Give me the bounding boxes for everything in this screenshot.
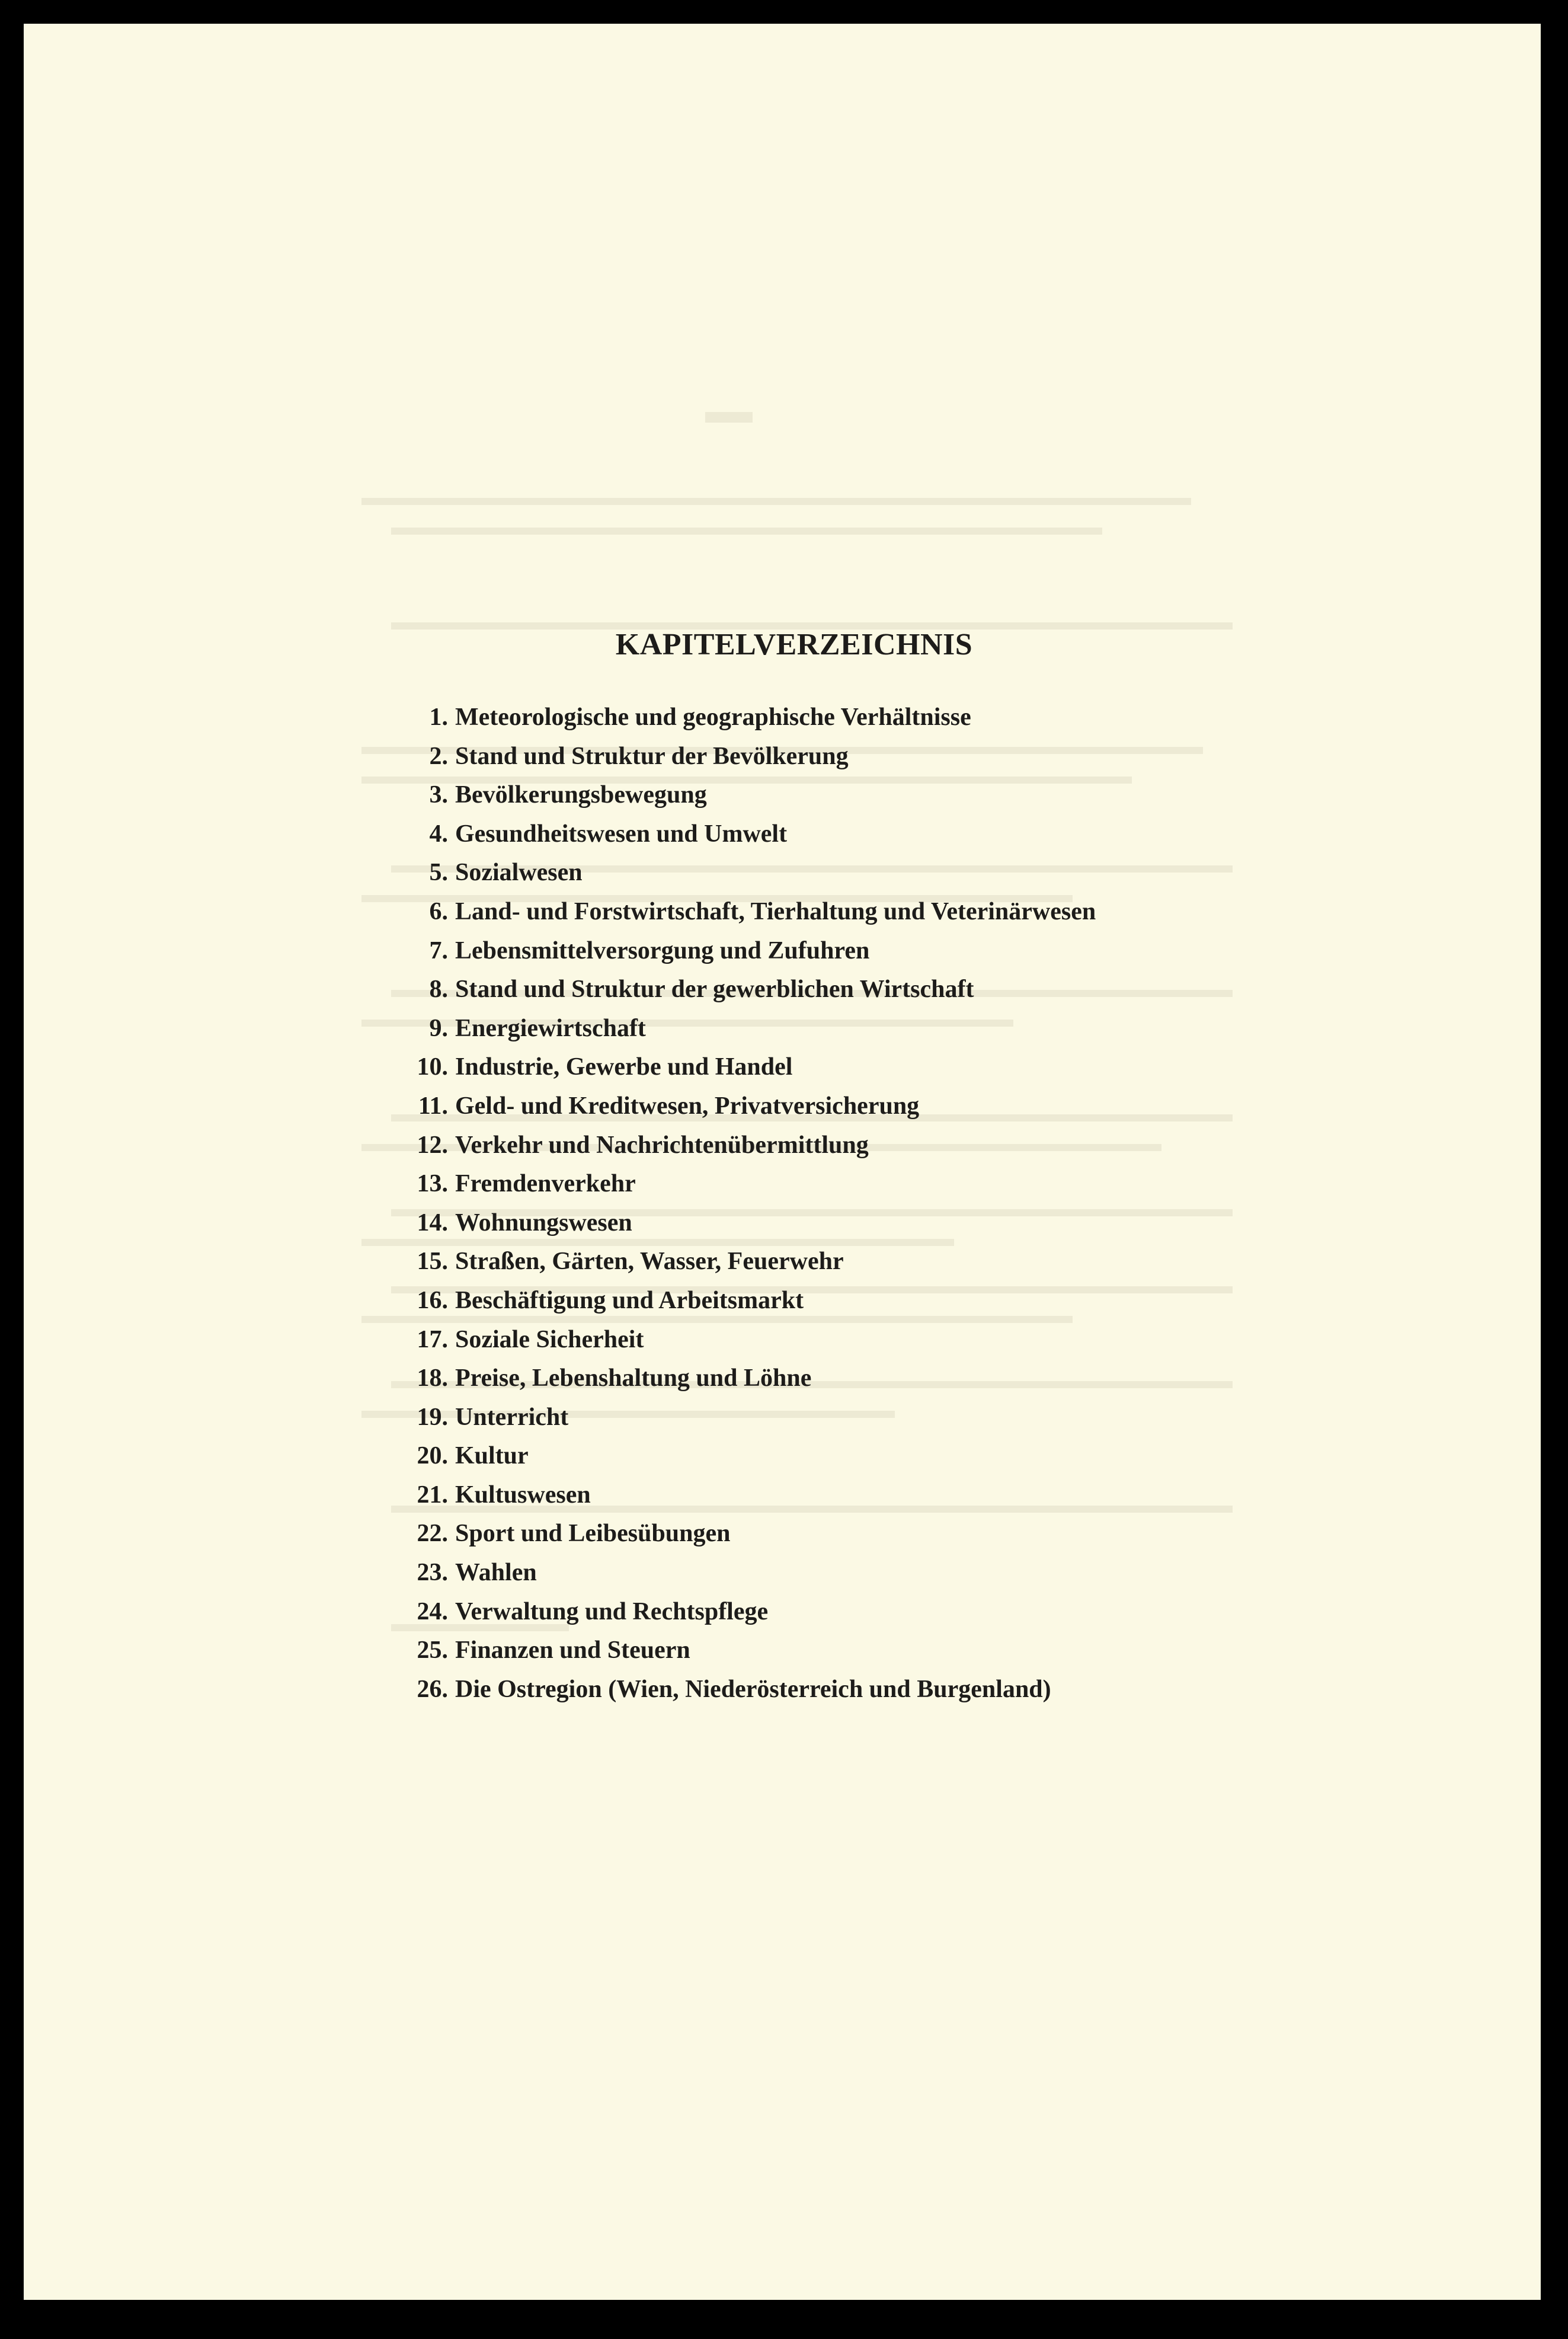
chapter-number: 1. [429,704,448,731]
chapter-title: Finanzen und Steuern [455,1637,690,1664]
chapter-item [385,1631,1096,1670]
chapter-title: Land- und Forstwirtschaft, Tierhaltung und Veterinärwesen [455,897,1096,925]
chapter-list [385,698,1096,1709]
chapter-title: Beschäftigung und Arbeitsmarkt [455,1286,804,1314]
chapter-title: Sport und Leibesübungen [455,1520,731,1548]
chapter-item [385,1282,1096,1321]
chapter-item [385,1670,1096,1709]
chapter-item [385,1242,1096,1282]
chapter-item [385,1476,1096,1515]
chapter-title: Verwaltung und Rechtspflege [455,1597,769,1625]
chapter-number: 22. [417,1520,448,1548]
chapter-title: Gesundheitswesen und Umwelt [455,820,788,848]
chapter-title: Preise, Lebenshaltung und Löhne [455,1365,812,1392]
chapter-number: 16. [417,1286,448,1314]
chapter-title: Verkehr und Nachrichtenübermittlung [455,1131,869,1159]
chapter-item [385,893,1096,932]
chapter-number: 13. [417,1170,448,1198]
chapter-item [385,1514,1096,1554]
chapter-title: Wahlen [455,1559,537,1587]
chapter-number: 17. [417,1325,448,1353]
chapter-number: 26. [417,1675,448,1703]
chapter-number: 11. [418,1092,448,1120]
chapter-item [385,932,1096,971]
chapter-item [385,737,1096,777]
chapter-number: 25. [417,1637,448,1664]
chapter-item [385,1087,1096,1126]
chapter-item [385,1437,1096,1476]
chapter-number: 4. [429,820,448,848]
chapter-item [385,1009,1096,1049]
chapter-title: Unterricht [455,1403,569,1431]
chapter-item [385,1359,1096,1398]
chapter-number: 3. [429,781,448,809]
chapter-number: 9. [429,1014,448,1042]
chapter-number: 20. [417,1442,448,1470]
chapter-number: 7. [429,937,448,964]
chapter-title: Sozialwesen [455,859,583,887]
chapter-title: Bevölkerungsbewegung [455,781,707,809]
chapter-title: Kultuswesen [455,1481,591,1509]
chapter-title: Stand und Struktur der gewerblichen Wirtschaft [455,976,974,1004]
chapter-item [385,854,1096,893]
chapter-number: 21. [417,1481,448,1509]
chapter-title: Meteorologische und geographische Verhältnisse [455,704,971,731]
chapter-number: 8. [429,976,448,1004]
scanned-page [24,24,1541,2300]
chapter-item [385,698,1096,737]
chapter-item [385,970,1096,1009]
chapter-title: Industrie, Gewerbe und Handel [455,1053,793,1081]
chapter-title: Geld- und Kreditwesen, Privatversicherung [455,1092,920,1120]
chapter-item [385,1398,1096,1437]
chapter-number: 19. [417,1403,448,1431]
chapter-number: 10. [417,1053,448,1081]
chapter-number: 23. [417,1559,448,1587]
chapter-title: Energiewirtschaft [455,1014,646,1042]
chapter-title: Kultur [455,1442,529,1470]
chapter-number: 15. [417,1248,448,1276]
chapter-title: Die Ostregion (Wien, Niederösterreich und Burgenland) [455,1675,1051,1703]
chapter-title: Fremdenverkehr [455,1170,636,1198]
chapter-item [385,1165,1096,1204]
page-title: KAPITELVERZEICHNIS [615,628,973,662]
chapter-number: 18. [417,1365,448,1392]
chapter-title: Straßen, Gärten, Wasser, Feuerwehr [455,1248,844,1276]
chapter-number: 14. [417,1209,448,1236]
chapter-title: Wohnungswesen [455,1209,632,1236]
chapter-number: 24. [417,1597,448,1625]
chapter-number: 5. [429,859,448,887]
chapter-item [385,1321,1096,1360]
chapter-number: 12. [417,1131,448,1159]
chapter-number: 2. [429,742,448,770]
chapter-item [385,1593,1096,1632]
chapter-item [385,1048,1096,1087]
chapter-title: Lebensmittelversorgung und Zufuhren [455,937,870,964]
chapter-title: Soziale Sicherheit [455,1325,644,1353]
chapter-item [385,776,1096,815]
chapter-item [385,1126,1096,1165]
chapter-item [385,1204,1096,1243]
chapter-item [385,1554,1096,1593]
chapter-item [385,815,1096,854]
chapter-number: 6. [429,897,448,925]
chapter-title: Stand und Struktur der Bevölkerung [455,742,849,770]
